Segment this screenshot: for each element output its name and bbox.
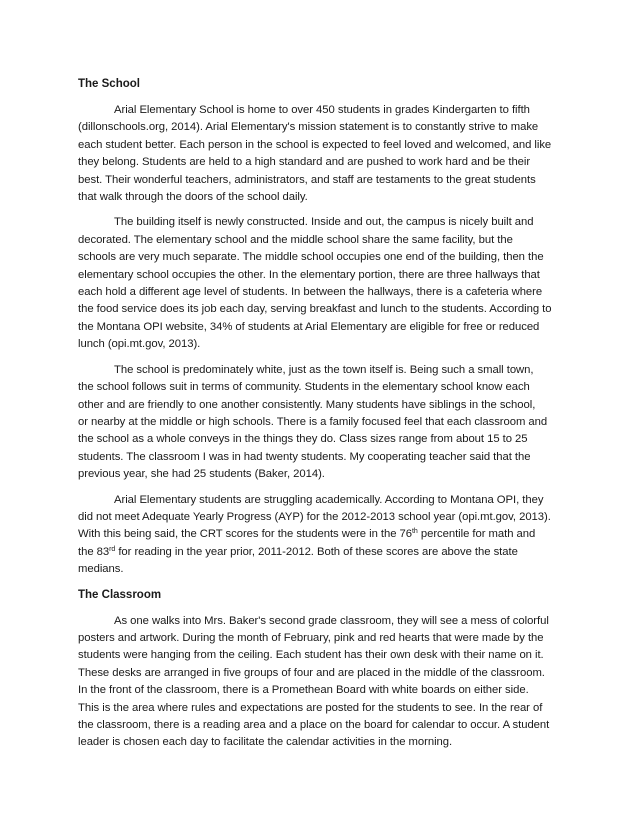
text-line: elementary school occupies the other. In the elementary portion, there are three hallways that: [78, 268, 540, 281]
text-line: students were hanging from the ceiling. Each student has their own desk with their name on it.: [78, 649, 544, 662]
text-line: or nearby at the middle or high schools. There is a family focused feel that each classroom and: [78, 415, 548, 428]
text-line: best. Their wonderful teachers, administrators, and staff are testaments to the great students: [78, 173, 536, 186]
text-line: the food service does its job each day, serving breakfast and lunch to the students. According to: [78, 303, 552, 316]
text-line: Arial Elementary students are struggling academically. According to Montana OPI, they: [114, 493, 544, 506]
text-line: the school as a whole conveys in the things they do. Class sizes range from about 15 to 25: [78, 433, 528, 446]
ordinal-suffix: th: [412, 528, 418, 536]
text-run: With this being said, the CRT scores for the students were in the 76: [78, 528, 413, 541]
text-line: leader is chosen each day to facilitate the calendar activities in the morning.: [78, 736, 453, 749]
text-line: schools are very much separate. The middle school occupies one end of the building, then the: [78, 251, 544, 264]
text-line: In the front of the classroom, there is a Promethean Board with white boards on either side.: [78, 684, 529, 697]
paragraph-school-2: [78, 214, 576, 353]
paragraph-classroom-1: [78, 613, 576, 752]
text-line: The school is predominately white, just as the town itself is. Being such a small town,: [114, 363, 534, 376]
text-run: percentile for math and: [417, 528, 536, 541]
text-line: the classroom, there is a reading area and a place on the board for calendar to occur. A student: [78, 719, 550, 731]
text-line: As one walks into Mrs. Baker's second grade classroom, they will see a mess of colorful: [114, 614, 549, 627]
text-line: students. The classroom I was in had twenty students. My cooperating teacher said that the: [78, 450, 531, 463]
paragraph-school-1: [78, 102, 576, 206]
text-line: [78, 526, 576, 543]
text-run: the 83: [78, 545, 110, 558]
text-line: the Montana OPI website, 34% of students at Arial Elementary are eligible for free or reduced: [78, 320, 540, 333]
text-line: the school follows suit in terms of community. Students in the elementary school know each: [78, 381, 530, 394]
text-line: The building itself is newly constructed. Inside and out, the campus is nicely built and: [114, 216, 534, 229]
text-run: for reading in the year prior, 2011-2012. Both of these scores are above the state: [115, 545, 518, 558]
text-line: each student better. Each person in the school is expected to feel loved and welcomed, and like: [78, 138, 552, 151]
text-line: (dillonschools.org, 2014). Arial Elementary's mission statement is to constantly strive to make: [78, 121, 539, 134]
section-heading-school: The School: [78, 78, 140, 90]
text-line: These desks are arranged in five groups of four and are placed in the middle of the classroom.: [78, 666, 545, 679]
ordinal-suffix: rd: [109, 545, 116, 553]
text-line: medians.: [78, 563, 124, 576]
text-line: they belong. Students are held to a high standard and are pushed to work hard and be their: [78, 156, 531, 169]
text-line: each hold a different age level of students. In between the hallways, there is a cafeteria where: [78, 286, 543, 299]
text-line: lunch (opi.mt.gov, 2013).: [78, 338, 201, 351]
text-line: other and are friendly to one another consistently. Many students have siblings in the school,: [78, 398, 536, 411]
text-line: Arial Elementary School is home to over 450 students in grades Kindergarten to fifth: [114, 104, 530, 116]
text-line: This is the area where rules and expectations are posted for the students to see. In the rear of: [78, 701, 543, 714]
section-heading-classroom: The Classroom: [78, 588, 162, 601]
text-line: [78, 544, 576, 561]
paragraph-school-4: [78, 492, 576, 579]
text-line: that walk through the doors of the school daily.: [78, 191, 308, 204]
text-line: decorated. The elementary school and the middle school share the same facility, but the: [78, 233, 513, 246]
text-line: posters and artwork. During the month of February, pink and red hearts that were made by the: [78, 631, 544, 644]
text-line: did not meet Adequate Yearly Progress (AYP) for the 2012-2013 school year (opi.mt.gov, 2013).: [78, 510, 551, 523]
text-line: previous year, she had 25 students (Baker, 2014).: [78, 468, 325, 481]
paragraph-school-3: [78, 362, 576, 484]
